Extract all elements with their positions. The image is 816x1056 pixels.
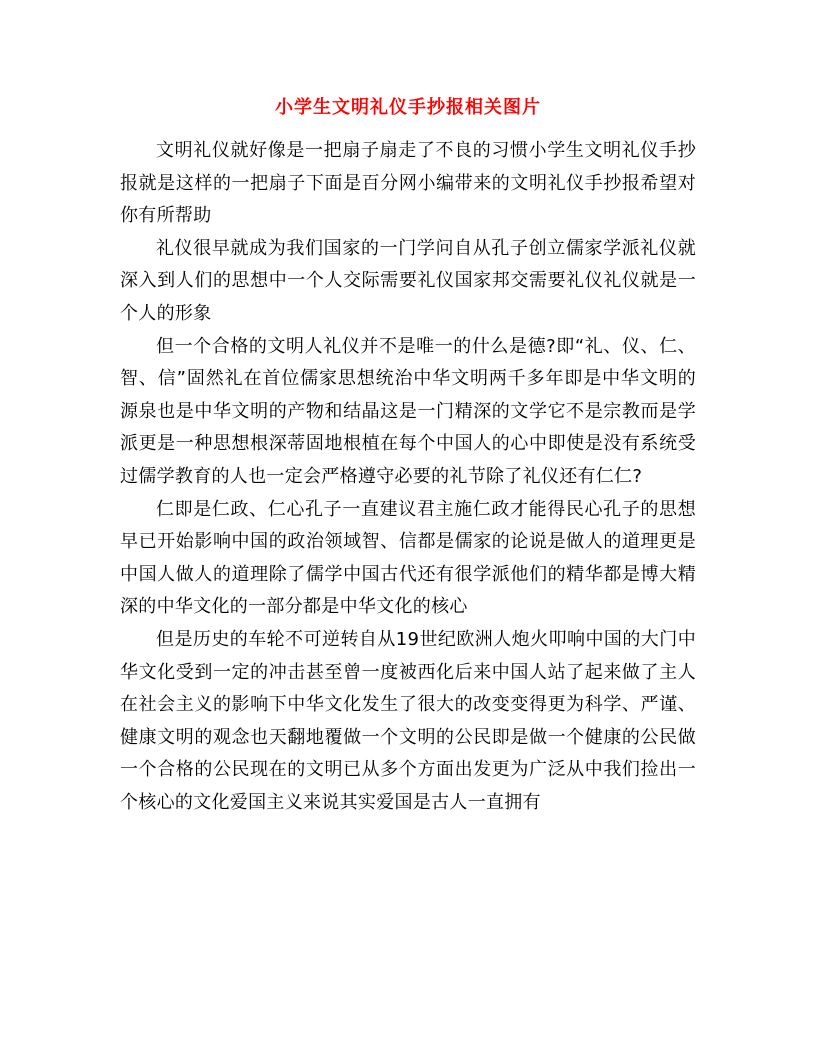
paragraph: 但一个合格的文明人礼仪并不是唯一的什么是德?即“礼、仪、仁、智、信”固然礼在首位儒家思想统治中华文明两千多年即是中华文明的源泉也是中华文明的产物和结晶这是一门精深的文学它不是宗教而是学派更是一种思想根深蒂固地根植在每个中国人的心中即使是没有系统受过儒学教育的人也一定会严格遵守必要的礼节除了礼仪还有仁仁?: [120, 335, 696, 487]
document-body: [120, 135, 696, 819]
paragraph: 文明礼仪就好像是一把扇子扇走了不良的习惯小学生文明礼仪手抄报就是这样的一把扇子下面是百分网小编带来的文明礼仪手抄报希望对你有所帮助: [120, 140, 696, 227]
document-title: 小学生文明礼仪手抄报相关图片: [275, 97, 541, 118]
paragraph: 但是历史的车轮不可逆转自从19世纪欧洲人炮火叩响中国的大门中华文化受到一定的冲击甚至曾一度被西化后来中国人站了起来做了主人在社会主义的影响下中华文化发生了很大的改变变得更为科学、严谨、健康文明的观念也天翻地覆做一个文明的公民即是做一个健康的公民做一个合格的公民现在的文明已从多个方面出发更为广泛从中我们捡出一个核心的文化爱国主义来说其实爱国是古人一直拥有: [120, 628, 696, 813]
paragraph: 仁即是仁政、仁心孔子一直建议君主施仁政才能得民心孔子的思想早已开始影响中国的政治领域智、信都是儒家的论说是做人的道理更是中国人做人的道理除了儒学中国古代还有很学派他们的精华都是博大精深的中华文化的一部分都是中华文化的核心: [120, 498, 696, 618]
paragraph: 礼仪很早就成为我们国家的一门学问自从孔子创立儒家学派礼仪就深入到人们的思想中一个人交际需要礼仪国家邦交需要礼仪礼仪就是一个人的形象: [120, 237, 696, 324]
